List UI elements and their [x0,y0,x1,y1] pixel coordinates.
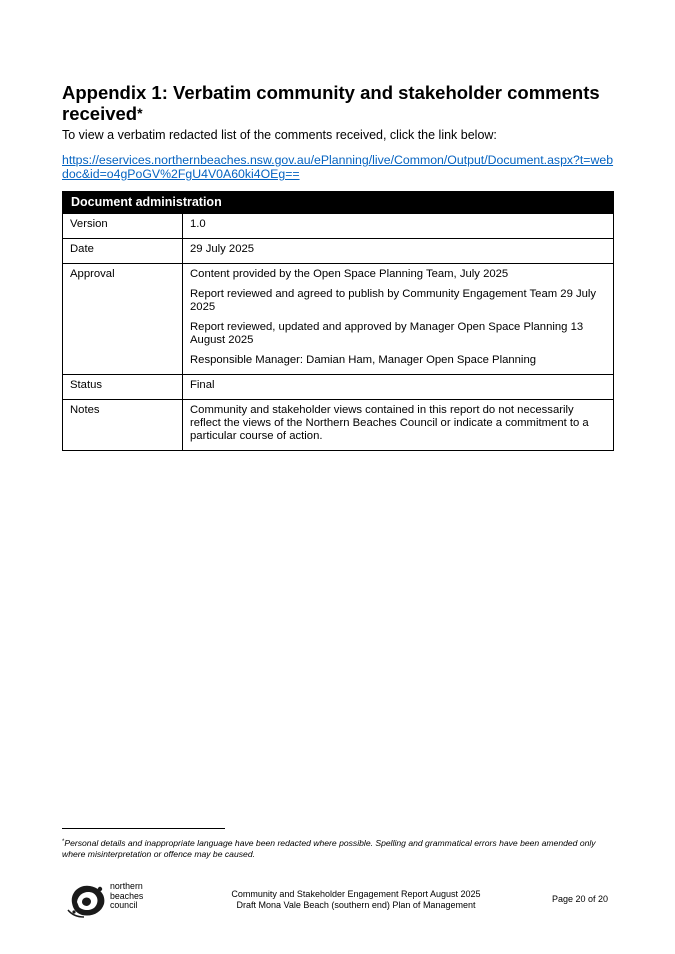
row-value-approval [183,264,614,375]
cell-paragraph: Responsible Manager: Damian Ham, Manager Open Space Planning [190,354,537,366]
logo-line: beaches [110,890,144,901]
cell-paragraph: 1.0 [190,218,206,230]
logo-line: northern [110,881,143,891]
row-value-version [183,214,614,239]
footnote-reference[interactable]: * [137,105,143,121]
table-row [63,214,614,239]
footnote [62,837,614,860]
table-row [63,400,614,451]
verbatim-comments-link[interactable]: https://eservices.northernbeaches.nsw.gov.au/ePlanning/live/Common/Output/Document.aspx?t=webdoc&id=o4gPoGV%2FgU4V0A60ki4OEg== [62,153,614,181]
footer-title [200,889,512,911]
table-row [63,264,614,375]
row-value-notes [183,400,614,451]
row-value-date [183,239,614,264]
document-administration-table [62,191,614,451]
page-heading [62,82,622,124]
row-label-approval: Approval [63,264,183,375]
cell-paragraph: Content provided by the Open Space Planning Team, July 2025 [190,268,509,280]
table-header: Document administration [63,192,614,214]
cell-paragraph: Community and stakeholder views contained in this report do not necessarily reflect the views of the Northern Beaches Council or indicate a commitment to a particular course of action. [190,404,589,442]
footnote-divider [62,828,225,829]
cell-paragraph: Report reviewed and agreed to publish by Community Engagement Team 29 July 2025 [190,288,597,313]
intro-text: To view a verbatim redacted list of the comments received, click the link below: [62,128,497,142]
footnote-mark: * [62,839,65,845]
heading-text: Appendix 1: Verbatim community and stakeholder comments received [62,82,600,124]
footer-subtitle: Draft Mona Vale Beach (southern end) Plan of Management [236,900,476,910]
cell-paragraph: Report reviewed, updated and approved by Manager Open Space Planning 13 August 2025 [190,321,584,346]
table-row [63,239,614,264]
row-label-notes: Notes [63,400,183,451]
row-label-status: Status [63,375,183,400]
footnote-text: Personal details and inappropriate language have been redacted where possible. Spelling and grammatical errors have been amended only where misinterpretation or offence may be caused. [62,838,596,859]
page-number: Page 20 of 20 [552,894,609,904]
cell-paragraph: 29 July 2025 [190,243,255,255]
row-value-status [183,375,614,400]
logo-text [110,882,143,911]
footer-report-title: Community and Stakeholder Engagement Report August 2025 [231,889,481,899]
row-label-version: Version [63,214,183,239]
logo-line: council [110,900,138,910]
table-row [63,375,614,400]
row-label-date: Date [63,239,183,264]
cell-paragraph: Final [190,379,215,391]
northern-beaches-council-logo-icon [66,880,110,918]
